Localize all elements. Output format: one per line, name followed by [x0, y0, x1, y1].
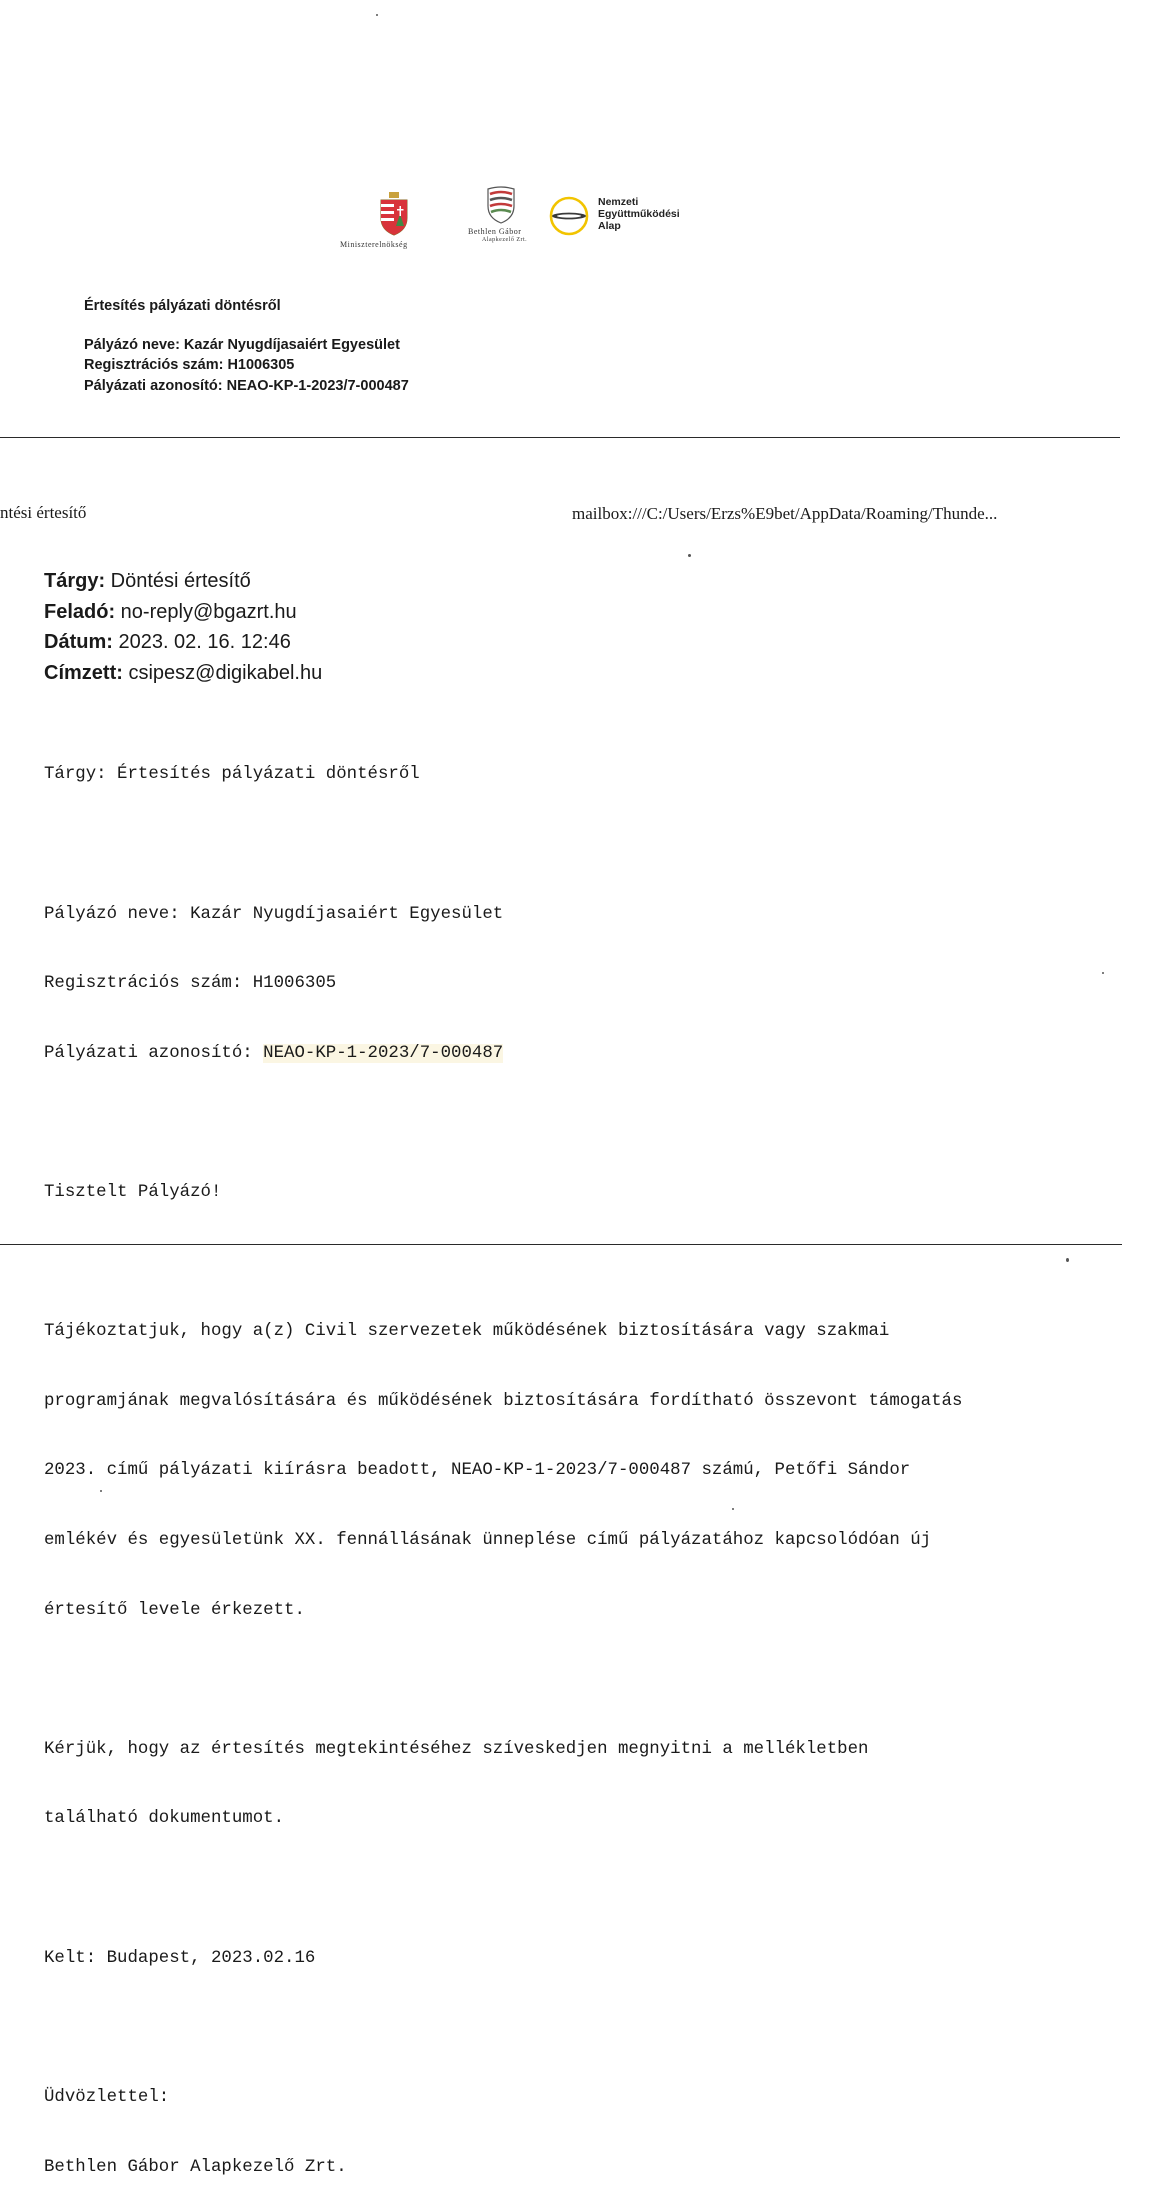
- nea-ring-icon: [548, 194, 590, 238]
- body-dated: Kelt: Budapest, 2023.02.16: [44, 1948, 316, 1968]
- meta-to: [44, 658, 322, 689]
- body-signature: Bethlen Gábor Alapkezelő Zrt.: [44, 2157, 347, 2177]
- body-para1-line3: 2023. című pályázati kiírásra beadott, NEAO-KP-1-2023/7-000487 számú, Petőfi Sándor: [44, 1461, 911, 1481]
- to-value: csipesz@digikabel.hu: [122, 661, 323, 684]
- nea-logo-text: [598, 196, 680, 232]
- email-meta: [44, 566, 322, 688]
- scan-speck: [376, 14, 378, 16]
- hungarian-coat-of-arms-icon: [378, 192, 410, 236]
- body-para1-line4: emlékév és egyesületünk XX. fennállásának ünneplése című pályázatához kapcsolódóan új: [44, 1531, 932, 1551]
- body-para2-line1: Kérjük, hogy az értesítés megtekintéséhez szíveskedjen megnyitni a mellékletben: [44, 1739, 869, 1759]
- notification-title: Értesítés pályázati döntésről: [84, 298, 281, 314]
- body-closing: Üdvözlettel:: [44, 2087, 170, 2107]
- scan-speck: [732, 1508, 734, 1510]
- registration-number: Regisztrációs szám: H1006305: [84, 357, 295, 373]
- body-subject: Tárgy: Értesítés pályázati döntésről: [44, 765, 420, 785]
- body-applicant: Pályázó neve: Kazár Nyugdíjasaiért Egyesület: [44, 904, 504, 924]
- print-header-url: mailbox:///C:/Users/Erzs%E9bet/AppData/Roaming/Thunde...: [572, 504, 998, 523]
- body-registration: Regisztrációs szám: H1006305: [44, 974, 337, 994]
- application-id: Pályázati azonosító: NEAO-KP-1-2023/7-000487: [84, 377, 409, 394]
- bethlen-logo: [468, 186, 538, 252]
- divider-top: [0, 437, 1120, 438]
- ministry-logo: [340, 192, 460, 252]
- bethlen-crest-icon: [485, 186, 517, 224]
- to-label: Címzett:: [44, 661, 123, 684]
- scan-speck: [1102, 972, 1104, 974]
- ministry-logo-text: Miniszterelnökség: [340, 240, 408, 249]
- scan-speck: [688, 554, 691, 557]
- email-body: [44, 717, 962, 2202]
- meta-from: [44, 597, 322, 628]
- from-value: no-reply@bgazrt.hu: [115, 600, 297, 623]
- applicant-name: Pályázó neve: Kazár Nyugdíjasaiért Egyesület: [84, 336, 400, 353]
- scan-speck: [100, 1490, 102, 1492]
- print-header-title: ntési értesítő: [0, 503, 87, 522]
- body-greeting: Tisztelt Pályázó!: [44, 1183, 222, 1203]
- body-para1-line2: programjának megvalósítására és működésének biztosítására fordítható összevont támogatás: [44, 1391, 963, 1411]
- meta-subject: [44, 566, 322, 597]
- meta-date: [44, 627, 322, 658]
- subject-label: Tárgy:: [44, 570, 106, 592]
- body-para1-line5: értesítő levele érkezett.: [44, 1600, 305, 1620]
- nea-logo-line3: Alap: [598, 220, 621, 232]
- body-para1-line1: Tájékoztatjuk, hogy a(z) Civil szervezetek működésének biztosítására vagy szakmai: [44, 1322, 890, 1342]
- nea-logo-line1: Nemzeti: [598, 196, 639, 208]
- notification-header: [84, 296, 409, 396]
- body-id-label: Pályázati azonosító:: [44, 1043, 264, 1063]
- divider-bottom: [0, 1244, 1122, 1245]
- body-id-value: NEAO-KP-1-2023/7-000487: [263, 1043, 504, 1063]
- body-application-id: [44, 1042, 962, 1065]
- bethlen-logo-text: Bethlen Gábor: [468, 227, 522, 236]
- scan-speck: [1066, 1258, 1069, 1262]
- subject-value: Döntési értesítő: [105, 570, 251, 592]
- logo-strip: [340, 192, 780, 262]
- date-value: 2023. 02. 16. 12:46: [112, 631, 291, 653]
- nea-logo-line2: Együttműködési: [598, 208, 680, 220]
- body-para2-line2: található dokumentumot.: [44, 1809, 285, 1829]
- bethlen-logo-subtext: Alapkezelő Zrt.: [482, 237, 528, 243]
- date-label: Dátum:: [44, 631, 113, 653]
- from-label: Feladó:: [44, 600, 116, 623]
- nea-logo: [548, 194, 748, 244]
